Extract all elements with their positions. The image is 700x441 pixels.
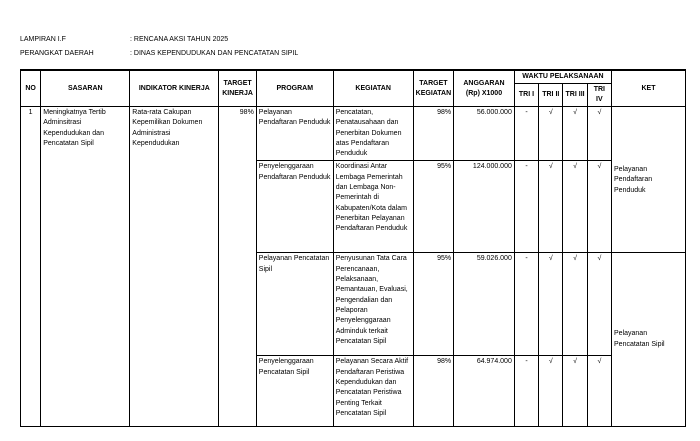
group-sasaran: Meningkatnya Tertib Adminsitrasi Kependudukan dan Pencatatan Sipil [41, 107, 130, 427]
header-program: PROGRAM [256, 70, 333, 107]
row-kegiatan: Koordinasi Antar Lembaga Pemerintah dan Lembaga Non-Pemerintah di Kabupaten/Kota dalam Penerbitan Pelayanan Pendaftaran Penduduk [333, 161, 413, 253]
row-tri1: - [514, 161, 538, 253]
header-sasaran: SASARAN [41, 70, 130, 107]
group-no: 1 [21, 107, 41, 427]
row-program: Penyelenggaraan Pendaftaran Penduduk [256, 161, 333, 253]
row-target: 98% [413, 107, 453, 161]
row-anggaran: 56.000.000 [454, 107, 515, 161]
lampiran-value: : RENCANA AKSI TAHUN 2025 [130, 36, 229, 43]
row-tri1: - [514, 356, 538, 427]
row-kegiatan: Pelayanan Secara Aktif Pendaftaran Peristiwa Kependudukan dan Pencatatan Peristiwa Penting Terkait Pencatatan Sipil [333, 356, 413, 427]
row-tri2: √ [539, 161, 563, 253]
row-tri3: √ [563, 107, 587, 161]
row-tri4: √ [587, 253, 611, 356]
row-program: Pelayanan Pencatatan Sipil [256, 253, 333, 356]
ket-pencatatan: Pelayanan Pencatatan Sipil [614, 330, 665, 348]
header-waktu: WAKTU PELAKSANAAN [514, 70, 611, 84]
perangkat-value: : DINAS KEPENDUDUKAN DAN PENCATATAN SIPIL [130, 50, 299, 57]
header-anggaran: ANGGARAN (Rp) X1000 [454, 70, 515, 107]
ket-pencatatan-cell [612, 253, 686, 427]
row-target: 98% [413, 356, 453, 427]
header-tri4: TRI IV [587, 84, 611, 107]
row-tri3: √ [563, 356, 587, 427]
row-anggaran: 124.000.000 [454, 161, 515, 253]
row-tri4: √ [587, 107, 611, 161]
header-indikator: INDIKATOR KINERJA [130, 70, 219, 107]
header-target-kinerja: TARGET KINERJA [219, 70, 256, 107]
lampiran-label: LAMPIRAN I.F [20, 36, 66, 43]
row-anggaran: 59.026.000 [454, 253, 515, 356]
row-tri4: √ [587, 356, 611, 427]
header-tri1: TRI I [514, 84, 538, 107]
header-no: NO [21, 70, 41, 107]
row-tri1: - [514, 107, 538, 161]
row-program: Pelayanan Pendaftaran Penduduk [256, 107, 333, 161]
row-tri2: √ [539, 253, 563, 356]
perangkat-label: PERANGKAT DAERAH [20, 50, 94, 57]
row-tri4: √ [587, 161, 611, 253]
row-target: 95% [413, 161, 453, 253]
row-kegiatan: Pencatatan, Penatausahaan dan Penerbitan Dokumen atas Pendaftaran Penduduk [333, 107, 413, 161]
group-indikator: Rata-rata Cakupan Kepemilikan Dokumen Administrasi Kependudukan [130, 107, 219, 427]
header-target-kegiatan: TARGET KEGIATAN [413, 70, 453, 107]
row-tri2: √ [539, 356, 563, 427]
row-anggaran: 64.974.000 [454, 356, 515, 427]
rencana-aksi-table [20, 69, 686, 427]
header-kegiatan: KEGIATAN [333, 70, 413, 107]
row-tri2: √ [539, 107, 563, 161]
row-tri1: - [514, 253, 538, 356]
header-tri3: TRI III [563, 84, 587, 107]
row-tri3: √ [563, 161, 587, 253]
row-target: 95% [413, 253, 453, 356]
header-tri2: TRI II [539, 84, 563, 107]
ket-pendaftaran: Pelayanan Pendaftaran Penduduk [614, 166, 653, 194]
row-tri3: √ [563, 253, 587, 356]
group-target-kinerja: 98% [219, 107, 256, 427]
row-kegiatan: Penyusunan Tata Cara Perencanaan, Pelaksanaan, Pemantauan, Evaluasi, Pengendalian dan Pelaporan Penyelenggaraan Adminduk terkait Pencatatan Sipil [333, 253, 413, 356]
ket-pendaftaran-cell [612, 107, 686, 253]
row-program: Penyelenggaraan Pencatatan Sipil [256, 356, 333, 427]
header-ket: KET [612, 70, 686, 107]
table-row [21, 107, 686, 161]
